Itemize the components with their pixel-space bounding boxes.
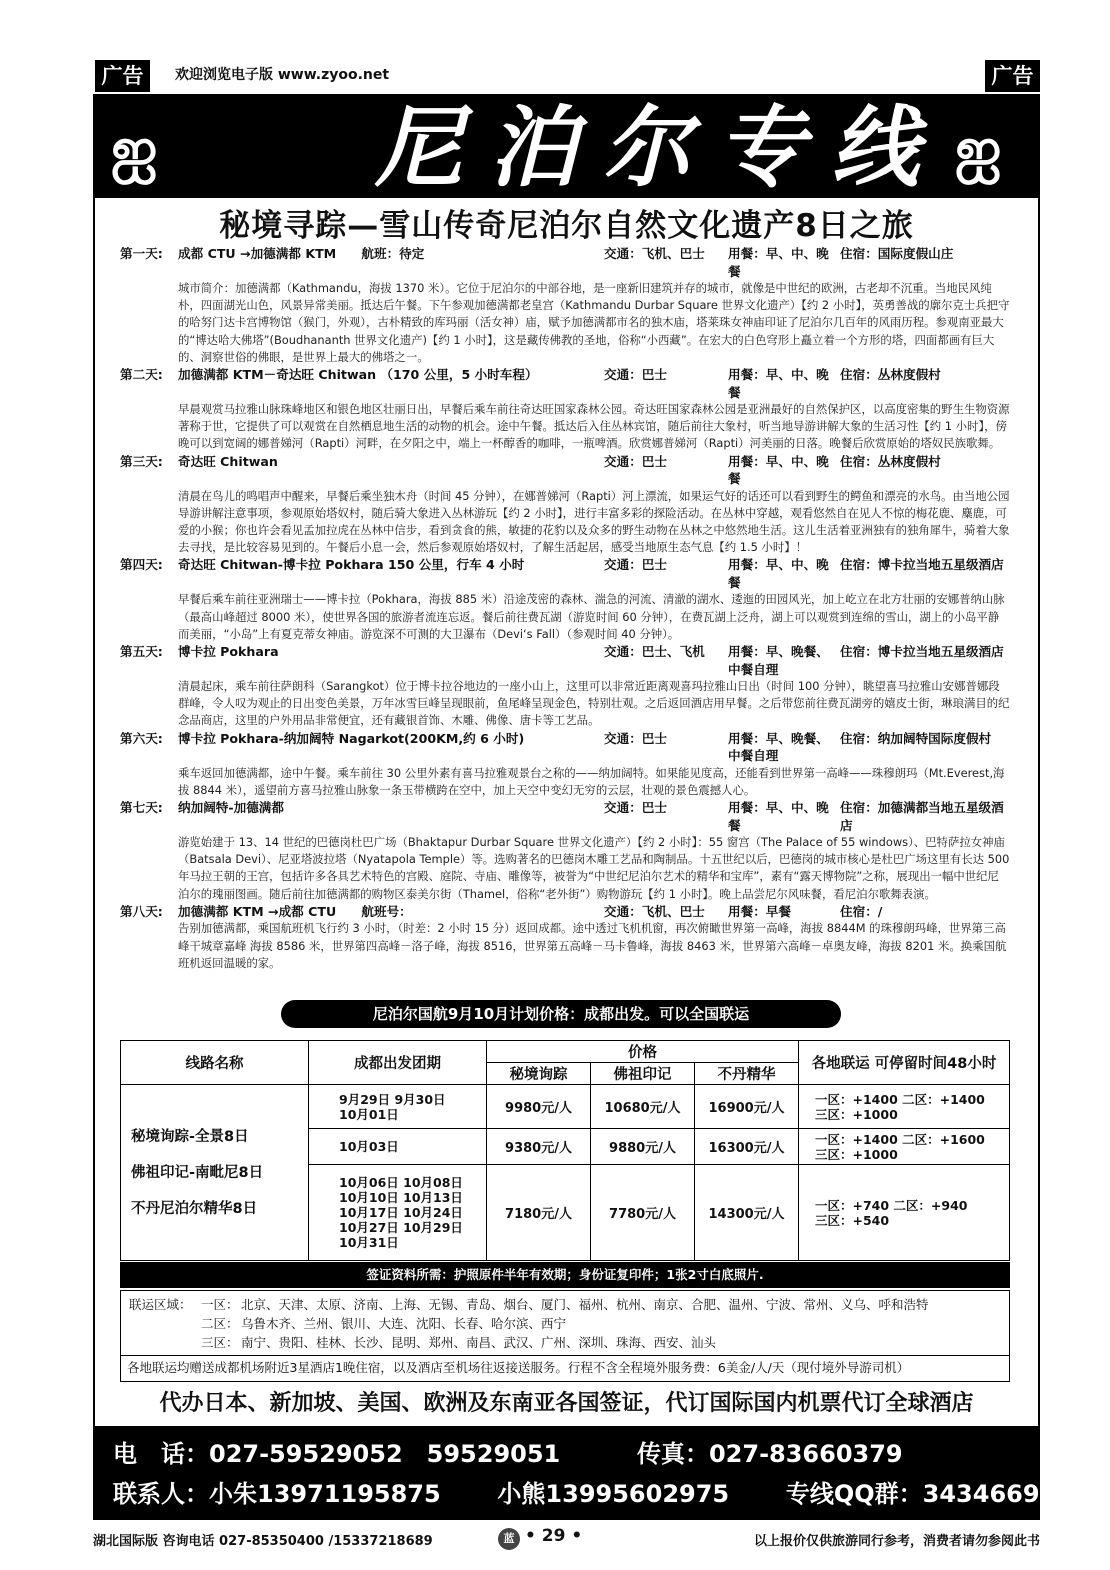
price-cell: 10680元/人 [591,1085,695,1129]
fax-number[interactable]: 027-83660379 [708,1440,903,1468]
day-meals: 用餐：早、中、晚餐 [728,453,829,487]
price-cell: 9980元/人 [487,1085,591,1129]
contact-label: 联系人： [113,1480,209,1508]
day-meals: 用餐：早、晚餐、中餐自理 [728,730,829,764]
col-price-3: 不丹精华 [695,1063,799,1085]
fax-label: 传真： [636,1440,709,1468]
day-description: 清晨起床，乘车前往萨朗科（Sarangkot）位于博卡拉谷地边的一座小山上，这里可以非常近距离观喜玛拉雅山日出（时间 100 分钟），眺望喜马拉雅山安娜普娜段群峰，令人叹为观止的日出变色美景，万年冰雪巨峰呈现眼前，鱼尾峰呈现金色，特别壮观。之后返回酒店用早餐。之后带您前往费瓦湖旁的嬉皮士街，琳琅满目的纪念品商店，这里的户外用品非常便宜，还有藏银首饰、木雕、佛像、唐卡等工艺品。 [178,679,1010,728]
day-number: 第二天: [120,367,163,383]
zone-label: 三区： [201,1335,239,1350]
day-number: 第六天: [120,730,163,746]
itinerary [120,245,1010,972]
col-connect: 各地联运 可停留时间48小时 [799,1041,1010,1085]
day-block [120,366,1010,453]
day-hotel: 住宿：丛林度假村 [840,367,941,383]
price-cell: 9880元/人 [591,1129,695,1165]
day-block [120,453,1010,557]
price-bar: 尼泊尔国航9月10月计划价格：成都出发。可以全国联运 [281,1000,841,1028]
day-number: 第四天: [120,557,163,573]
price-cell: 7780元/人 [591,1165,695,1261]
footer-right: 以上报价仅供旅游同行参考，消费者请勿参阅此书 [753,1534,1040,1549]
day-block [120,556,1010,643]
day-meals: 用餐：早、中、晚餐 [728,800,829,833]
day-description: 乘车返回加德满都，途中午餐。乘车前往 30 公里外素有喜马拉雅观景台之称的——纳加阔特。如果能见度高，还能看到世界第一高峰——珠穆朗玛（Mt.Everest,海拔 8844 米），遥望前方喜马拉雅山脉象一条玉带横跨在空中，加上天空中变幻无穷的云层，壮观的景色震撼人心。 [178,765,1005,797]
date-cell: 10月03日 [309,1129,487,1165]
day-transport: 交通：巴士 [604,730,667,746]
route-name: 秘境询踪-全景8日 [131,1128,249,1145]
day-block [120,245,1010,366]
service-note: 各地联运均赠送成都机场附近3星酒店1晚住宿，以及酒店至机场往返接送服务。行程不含全程境外服务费：6美金/人/天（现付境外导游司机） [120,1356,1010,1382]
route-name: 不丹尼泊尔精华8日 [131,1200,258,1217]
day-hotel: 住宿：博卡拉当地五星级酒店 [840,644,1004,660]
date-cell: 10月06日 10月08日 10月10日 10月13日 10月17日 10月24日 10月27日 10月29日 10月31日 [309,1165,487,1261]
connect-cell: 一区：+1400 二区：+1400 三区：+1000 [799,1085,1010,1129]
contact-person[interactable]: 小朱13971195875 [209,1480,441,1508]
zone-cities: 南宁、贵阳、桂林、长沙、昆明、郑州、南昌、武汉、广州、深圳、珠海、西安、汕头 [241,1335,717,1350]
agency-services: 代办日本、新加坡、美国、欧洲及东南亚各国签证，代订国际国内机票代订全球酒店 [159,1391,974,1416]
day-hotel: 住宿：纳加阔特国际度假村 [840,730,992,746]
day-hotel: 住宿：/ [840,903,883,919]
day-transport: 交通：巴士 [604,557,667,573]
day-description: 早晨观赏马拉雅山脉珠峰地区和银色地区壮丽日出，早餐后乘车前往奇达旺国家森林公园。奇达旺国家森林公园是亚洲最好的自然保护区，以高度密集的野生生物资源著称于世，它提供了可以观赏在自然栖息地生活的动物的机会。途中午餐。抵达后入住丛林宾馆，随后前往大象村，听当地导游讲解大象的生活习性【约 1 小时】，傍晚可以到宽阔的娜普娣河（Rapti）河畔，在夕阳之中，端上一杯醇香的咖啡，一瓶啤酒。欣赏娜普娣河（Rapti）河美丽的日落。晚餐后欣赏原始的塔奴民族歌舞。 [178,402,1010,451]
col-dates: 成都出发团期 [309,1041,487,1085]
connect-cell: 一区：+1400 二区：+1600 三区：+1000 [799,1129,1010,1165]
day-number: 第三天: [120,453,163,469]
day-block [120,730,1010,799]
price-cell: 16300元/人 [695,1129,799,1165]
day-route: 博卡拉 Pokhara [178,644,279,660]
tel-number[interactable]: 027-59529052 59529051 [209,1440,561,1468]
page-title: 尼泊尔专线 [374,95,945,199]
zone-cities: 乌鲁木齐、兰州、银川、大连、沈阳、长春、哈尔滨、西宁 [241,1316,567,1331]
page-number: • 29 • [525,1526,583,1546]
day-block [120,643,1010,730]
day-block [120,903,1010,972]
day-meals: 用餐：早、中、晚餐 [728,367,829,400]
zone-label: 一区： [201,1297,239,1312]
day-transport: 交通：飞机、巴士 [604,903,705,919]
day-description: 清晨在鸟儿的鸣唱声中醒来，早餐后乘坐独木舟（时间 45 分钟），在娜普娣河（Rapti）河上漂流，如果运气好的话还可以看到野生的鳄鱼和漂亮的水鸟。由当地公园导游讲解注意事项，参观原始塔奴村，随后骑大象进入丛林游玩【约 2 小时】，进行丰富多彩的探险活动。在丛林中穿越，观看悠然自在见人不惊的梅花鹿、麋鹿，可爱的小猴；你也许会看见孟加拉虎在丛林中信步，看到贪食的熊，敏捷的花豹以及众多的野生动物在丛林之中悠然地生活。这儿生活着亚洲独有的独角犀牛，骑着大象去寻找，是比较容易见到的。午餐后小息一会，然后参观原始塔奴村，了解生活起居，感受当地原生态气息【约 1.5 小时】！ [178,488,1010,555]
day-description: 游览始建于 13、14 世纪的巴德岗杜巴广场（Bhaktapur Durbar Square 世界文化遗产）【约 2 小时】：55 窗宫（The Palace of 55 windows）、巴特萨拉女神庙（Batsala Devi）、尼亚塔波拉塔（Nyatapola Temple）等。选购著名的巴德岗木雕工艺品和陶制品。十五世纪以后，巴德岗的城市核心是杜巴广场这里有长达 500 年马拉王朝的王宫，包括许多各具艺术特色的宫殿、庭院、寺庙、雕像等，被誉为“中世纪尼泊尔艺术的精华和宝库”，素有“露天博物院”之称，展现出一幅中世纪尼泊尔的瑰丽图画。随后前往加德满都的购物区泰美尔街（Thamel，俗称“老外街”）购物游玩【约 1 小时】。晚上品尝尼尔风味餐，看尼泊尔歌舞表演。 [178,835,1010,901]
price-cell: 16900元/人 [695,1085,799,1129]
day-number: 第五天: [120,644,163,660]
day-block [120,799,1010,903]
zone-label: 二区： [201,1316,239,1331]
edition-badge-icon: 蓝 [498,1528,520,1550]
day-transport: 交通：巴士、飞机 [604,644,705,660]
day-meals: 用餐：早、晚餐、中餐自理 [728,644,829,677]
day-route: 加德满都 KTM－奇达旺 Chitwan （170 公里，5 小时车程） [178,367,538,383]
contact-person[interactable]: 小熊13995602975 [497,1480,730,1508]
ad-label-right: 广告 [985,60,1040,92]
day-route: 奇达旺 Chitwan-博卡拉 Pokhara 150 公里，行车 4 小时 [178,557,525,573]
zone-cities: 北京、天津、太原、济南、上海、无锡、青岛、烟台、厦门、福州、杭州、南京、合肥、温州、宁波、常州、义乌、呼和浩特 [241,1297,929,1312]
tour-subtitle: 秘境寻踪—雪山传奇尼泊尔自然文化遗产8日之旅 [219,208,914,244]
day-hotel: 住宿：丛林度假村 [840,453,941,469]
date-cell: 9月29日 9月30日 10月01日 [309,1085,487,1129]
regions-label: 联运区域： [129,1297,192,1312]
qq-label: 专线QQ群： [785,1480,923,1508]
price-table [120,1040,1010,1261]
connect-cell: 一区：+740 二区：+940 三区：+540 [799,1165,1010,1261]
day-route: 奇达旺 Chitwan [178,453,278,469]
day-meals: 用餐：早、中、晚餐 [728,246,829,279]
tel-label: 电 话： [113,1440,209,1468]
table-row [121,1085,1010,1129]
day-number: 第八天: [120,903,163,919]
route-names [121,1085,309,1261]
col-price: 价格 [487,1041,799,1063]
price-cell: 7180元/人 [487,1165,591,1261]
price-cell: 9380元/人 [487,1129,591,1165]
day-hotel: 住宿：加德满都当地五星级酒店 [840,800,1004,833]
price-cell: 14300元/人 [695,1165,799,1261]
day-number: 第七天: [120,800,163,816]
ornament-left-icon: ஐ [111,114,158,182]
title-banner [95,96,1038,198]
connect-regions [120,1290,1010,1356]
day-transport: 交通：飞机、巴士 [604,246,705,261]
day-number: 第一天: [120,246,163,261]
site-url[interactable]: 欢迎浏览电子版 www.zyoo.net [175,67,390,83]
day-description: 早餐后乘车前往亚洲瑞士——博卡拉（Pokhara，海拔 885 米）沿途茂密的森林、湍急的河流、清澈的湖水、逶迤的田园风光，加上屹立在北方壮丽的安娜普纳山脉（最高山峰超过 8000 米），使世界各国的旅游者流连忘返。餐后前往费瓦湖（游览时间 60 分钟），在费瓦湖上泛舟，湖上可以观赏到连绵的雪山，湖上的小岛平静而美丽，“小岛”上有夏克蒂女神庙。游览深不可测的大卫瀑布（Devi‘s Fall）（参观时间 40 分钟）。 [178,592,1005,641]
day-meals: 用餐：早餐 [728,903,791,919]
day-route: 博卡拉 Pokhara-纳加阔特 Nagarkot(200KM,约 6 小时) [178,730,525,746]
ad-label-left: 广告 [95,60,150,92]
day-transport: 交通：巴士 [604,367,667,383]
day-route: 纳加阔特-加德满都 [178,800,284,816]
day-route: 加德满都 KTM →成都 CTU 航班号： [178,903,412,919]
col-route: 线路名称 [121,1041,309,1085]
footer-left: 湖北国际版 咨询电话 027-85350400 /15337218689 [93,1534,433,1549]
contact-block [95,1426,1073,1518]
day-transport: 交通：巴士 [604,800,667,816]
day-route: 成都 CTU →加德满都 KTM 航班：待定 [178,246,425,261]
qq-group[interactable]: 343466922 [922,1480,1073,1508]
day-meals: 用餐：早、中、晚餐 [728,557,829,590]
day-description: 城市简介：加德满都（Kathmandu，海拔 1370 米）。它位于尼泊尔的中部谷地，是一座新旧建筑并存的城市，就像是中世纪的欧洲，古老却不沉重。当地民风纯朴，四面湖光山色，风景异常美丽。抵达后午餐。下午参观加德满都老皇宫（Kathmandu Durbar Square 世界文化遗产）【约 2 小时】，英勇善战的廓尔克士兵把守的哈努门达卡宫博物馆（猴门，外观），古朴精致的库玛丽（活女神）庙，赋予加德满都市名的独木庙，塔莱珠女神庙印证了尼泊尔几百年的风雨历程。参观南亚最大的“博达哈大佛塔”(Boudhananth 世界文化遗产)【约 1 小时】，这是藏传佛教的圣地，俗称“小西藏”。在宏大的白色穹形上矗立着一个方形的塔，四面都画有巨大的、洞察世俗的佛眼，是世界上最大的佛塔之一。 [178,281,1010,364]
day-description: 告别加德满都，乘国航班机飞行约 3 小时，（时差：2 小时 15 分）返回成都。途中透过飞机机窗，再次俯瞰世界第一高峰，海拔 8844M 的珠穆朗玛峰，世界第三高峰干城章嘉峰 海拔 8586 米，世界第四高峰－洛子峰，海拔 8516，世界第五高峰－马卡鲁峰，海拔 8463 米，世界第六高峰－卓奥友峰，海拔 8201 米。换乘国航班机返回温暖的家。 [178,921,1007,970]
day-hotel: 住宿：博卡拉当地五星级酒店 [840,557,1004,573]
route-name: 佛祖印记-南毗尼8日 [131,1164,264,1181]
col-price-1: 秘境询踪 [487,1063,591,1085]
day-hotel: 住宿：国际度假山庄 [840,246,954,261]
day-transport: 交通：巴士 [604,453,667,469]
ornament-right-icon: ஐ [955,114,1002,182]
visa-requirements: 签证资料所需：护照原件半年有效期；身份证复印件；1张2寸白底照片. [120,1262,1010,1288]
col-price-2: 佛祖印记 [591,1063,695,1085]
